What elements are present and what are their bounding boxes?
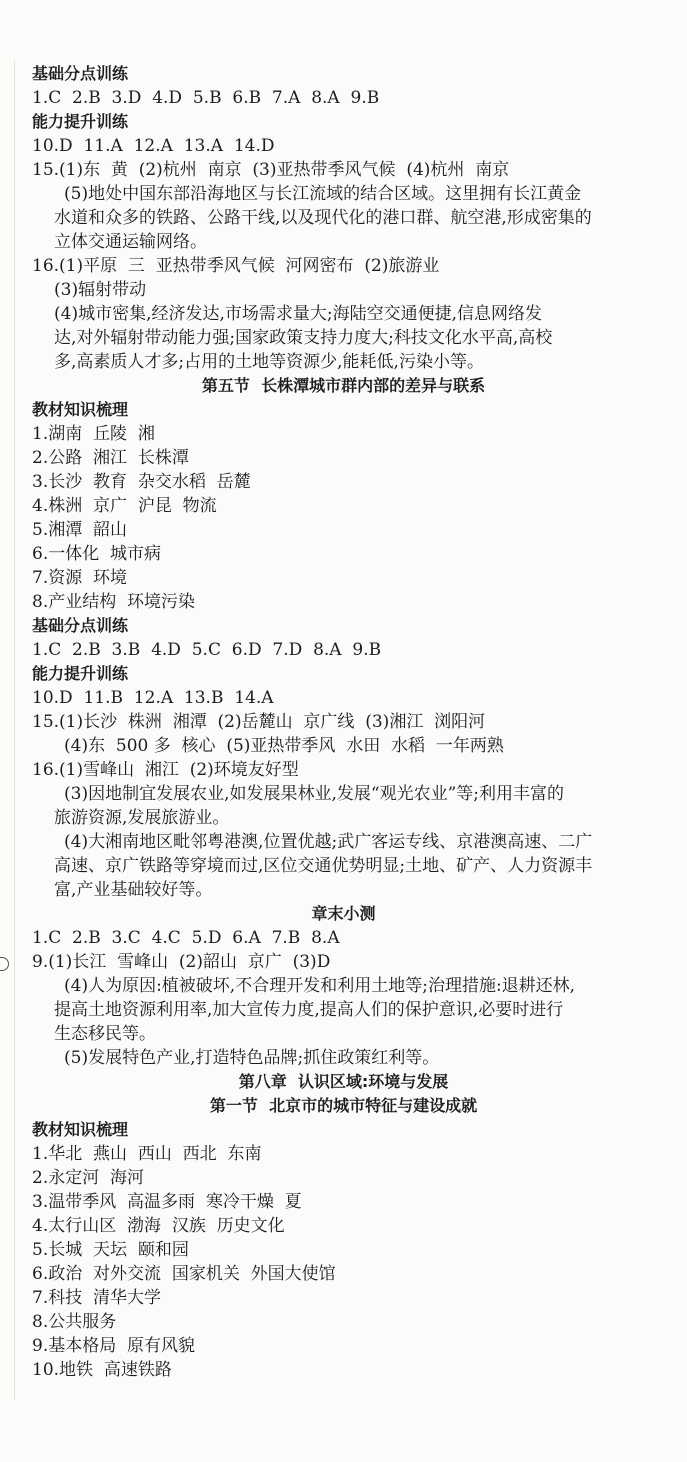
answer-line: 1.C 2.B 3.B 4.D 5.C 6.D 7.D 8.A 9.B <box>32 640 382 660</box>
chapter-title: 章末小测 <box>311 904 376 923</box>
section-heading: 能力提升训练 <box>32 112 129 131</box>
answer-line: 16.(1)平原 三 亚热带季风气候 河网密布 (2)旅游业 <box>32 256 440 276</box>
answer-continuation: 水道和众多的铁路、公路干线,以及现代化的港口群、航空港,形成密集的 <box>54 208 592 228</box>
answer-line: 16.(1)雪峰山 湘江 (2)环境友好型 <box>32 760 299 780</box>
answer-subline: (5)地处中国东部沿海地区与长江流域的结合区域。这里拥有长江黄金 <box>64 184 582 204</box>
answer-line: 1.C 2.B 3.D 4.D 5.B 6.B 7.A 8.A 9.B <box>32 88 380 108</box>
answer-line: 2.永定河 海河 <box>32 1168 145 1188</box>
section-heading: 教材知识梳理 <box>32 1120 129 1139</box>
section-heading: 能力提升训练 <box>32 664 129 683</box>
answer-line: 1.湖南 丘陵 湘 <box>32 424 155 444</box>
answer-line: 1.华北 燕山 西山 西北 东南 <box>32 1144 262 1164</box>
answer-continuation: 达,对外辐射带动能力强;国家政策支持力度大;科技文化水平高,高校 <box>54 328 553 348</box>
answer-line: 8.公共服务 <box>32 1312 117 1332</box>
answer-line: 9.(1)长江 雪峰山 (2)韶山 京广 (3)D <box>32 952 331 972</box>
answer-line: 7.科技 清华大学 <box>32 1288 162 1308</box>
section-heading: 基础分点训练 <box>32 64 129 83</box>
answer-line: 4.太行山区 渤海 汉族 历史文化 <box>32 1216 285 1236</box>
chapter-title: 第八章 认识区域:环境与发展 <box>238 1072 449 1091</box>
answer-page <box>0 62 687 1382</box>
answer-continuation: 立体交通运输网络。 <box>54 232 207 252</box>
answer-line: 10.D 11.A 12.A 13.A 14.D <box>32 136 275 156</box>
answer-line: 3.温带季风 高温多雨 寒冷干燥 夏 <box>32 1192 302 1212</box>
answer-line: 5.长城 天坛 颐和园 <box>32 1240 189 1260</box>
answer-continuation: 多,高素质人才多;占用的土地等资源少,能耗低,污染小等。 <box>54 352 484 372</box>
answer-subline: (4)大湘南地区毗邻粤港澳,位置优越;武广客运专线、京港澳高速、二广 <box>64 832 593 852</box>
answer-continuation: 富,产业基础较好等。 <box>54 880 213 900</box>
answer-line: 10.D 11.B 12.A 13.B 14.A <box>32 688 274 708</box>
answer-line: 10.地铁 高速铁路 <box>32 1360 172 1380</box>
answer-subline: (4)东 500 多 核心 (5)亚热带季风 水田 水稻 一年两熟 <box>64 736 504 756</box>
answer-line: 1.C 2.B 3.C 4.C 5.D 6.A 7.B 8.A <box>32 928 340 948</box>
chapter-title: 第五节 长株潭城市群内部的差异与联系 <box>201 376 486 395</box>
section-heading: 基础分点训练 <box>32 616 129 635</box>
answer-line: 15.(1)东 黄 (2)杭州 南京 (3)亚热带季风气候 (4)杭州 南京 <box>32 160 510 180</box>
answer-line: 5.湘潭 韶山 <box>32 520 128 540</box>
answer-line: 9.基本格局 原有风貌 <box>32 1336 196 1356</box>
answer-subline: (5)发展特色产业,打造特色品牌;抓住政策红利等。 <box>64 1048 440 1068</box>
answer-continuation: 提高土地资源利用率,加大宣传力度,提高人们的保护意识,必要时进行 <box>54 1000 564 1020</box>
answer-line: 8.产业结构 环境污染 <box>32 592 196 612</box>
chapter-title: 第一节 北京市的城市特征与建设成就 <box>209 1096 478 1115</box>
answer-line: 7.资源 环境 <box>32 568 128 588</box>
answer-subline: (4)人为原因:植被破坏,不合理开发和利用土地等;治理措施:退耕还林, <box>64 976 576 996</box>
answer-continuation: (4)城市密集,经济发达,市场需求量大;海陆空交通便捷,信息网络发 <box>54 304 543 324</box>
answer-line: 2.公路 湘江 长株潭 <box>32 448 189 468</box>
section-heading: 教材知识梳理 <box>32 400 129 419</box>
answer-line: 6.政治 对外交流 国家机关 外国大使馆 <box>32 1264 336 1284</box>
answer-continuation: 旅游资源,发展旅游业。 <box>54 808 230 828</box>
answer-line: 6.一体化 城市病 <box>32 544 162 564</box>
answer-continuation: 生态移民等。 <box>54 1024 156 1044</box>
answer-line: 4.株洲 京广 沪昆 物流 <box>32 496 217 516</box>
answer-line: 15.(1)长沙 株洲 湘潭 (2)岳麓山 京广线 (3)湘江 浏阳河 <box>32 712 486 732</box>
answer-continuation: (3)辐射带动 <box>54 280 147 300</box>
answer-line: 3.长沙 教育 杂交水稻 岳麓 <box>32 472 251 492</box>
answer-subline: (3)因地制宜发展农业,如发展果林业,发展“观光农业”等;利用丰富的 <box>64 784 564 804</box>
answer-continuation: 高速、京广铁路等穿境而过,区位交通优势明显;土地、矿产、人力资源丰 <box>54 856 593 876</box>
